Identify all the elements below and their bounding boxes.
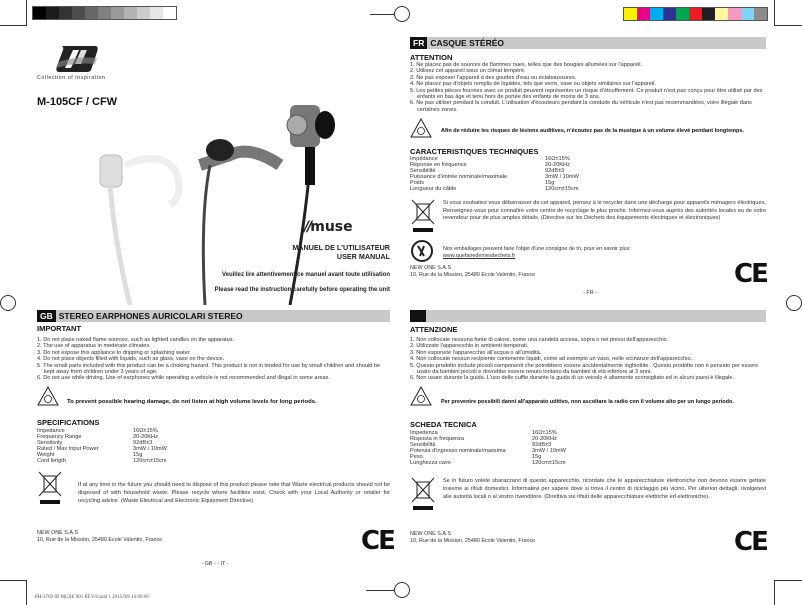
- color-swatch: [163, 7, 176, 19]
- spec-label: Sensibilità: [410, 442, 436, 449]
- registration-mark-icon: [394, 6, 410, 22]
- safety-item: 4. Ne placez pas d'objets remplis de liquides, tels que verre, vase ou objets similaires sur l'appareil.: [410, 81, 656, 88]
- spec-label: Réponse en fréquence: [410, 162, 467, 169]
- it-attention-heading: ATTENZIONE: [410, 325, 458, 334]
- fr-weee-notice: Si vous souhaitez vous débarrasser de cet appareil, pensez à le recycler dans une décharge pour appareils ménagers électriques. Renseignez-vous pour connaître votre centre de recyclage le plus proche. Informez-vous auprès des autorités locales ou de votre revendeur pour de plus amples détails. (Directive sur les Déchets des équipements électriques et électroniques): [443, 200, 766, 222]
- safety-item: 6. Non usare durante la guida. L'uso delle cuffie durante la guida di un veicolo è altamente sconsigliato ed in alcuni paesi è illegale.: [410, 375, 735, 382]
- safety-item: 1. Ne placez pas de sources de flammes nues, telles que des bougies allumées sur l'appareil.: [410, 62, 643, 68]
- it-section-header: [410, 310, 766, 322]
- fr-attention-heading: ATTENTION: [410, 53, 453, 62]
- hearing-warning-icon: [410, 118, 432, 138]
- crop-mark: [370, 14, 394, 15]
- gb-specifications-table: [37, 428, 167, 465]
- ce-mark: CE: [361, 526, 394, 556]
- fr-company-address: 10, Rue de la Mission, 25480 Ecole Valentin, France: [410, 272, 536, 278]
- spec-value: 120cm±15cm: [133, 458, 167, 465]
- color-swatch: [637, 8, 650, 20]
- spec-label: Rated / Max Input Power: [37, 446, 99, 453]
- weee-bin-icon: [410, 198, 436, 234]
- it-language-tag: [410, 310, 426, 322]
- gb-section-title: STEREO EARPHONES AURICOLARI STEREO: [58, 311, 243, 321]
- muse-logo: //muse: [304, 219, 353, 235]
- safety-item: 1. Non collocate nessuna fonte di calore, come una candela accesa, sopra o nei pressi dell'apparecchio.: [410, 337, 669, 343]
- spec-value: 92dB±3: [532, 442, 552, 449]
- safety-item: 6. Do not use while driving. Use of earphones while operating a vehicle is not recommended and illegal in some areas.: [37, 375, 330, 382]
- crop-mark: [366, 590, 394, 591]
- hearing-warning-icon: [410, 386, 432, 406]
- it-specifications-heading: SCHEDA TECNICA: [410, 420, 477, 429]
- crop-mark: [774, 25, 802, 26]
- safety-item: 3. Non esponete l'apparecchio all'acqua o all'umidità.: [410, 349, 542, 356]
- model-number: M-105CF / CFW: [37, 96, 118, 108]
- weee-bin-icon: [410, 476, 436, 512]
- spec-value: 3mW / 10mW: [532, 448, 566, 455]
- fr-page-number: - FR -: [583, 290, 597, 296]
- spec-value: 15g: [532, 454, 542, 461]
- safety-item: 1. Do not place naked flame sources, such as lighted candles on the apparatus.: [37, 337, 235, 343]
- color-swatch: [124, 7, 137, 19]
- triman-recycling-icon: [410, 240, 434, 262]
- spec-label: Peso: [410, 454, 423, 461]
- spec-label: Potenza d'ingresso nominale/massima: [410, 448, 506, 455]
- spec-label: Impedenza: [410, 430, 438, 436]
- crop-mark: [0, 580, 26, 581]
- color-swatch: [624, 8, 637, 20]
- safety-item: 4. Non collocate nessun recipiente contenente liquidi, come ad esempio un vaso, nelle vicinanze dell'apparecchio.: [410, 356, 693, 363]
- spec-label: Longueur du câble: [410, 186, 457, 193]
- crop-mark: [0, 25, 26, 26]
- safety-item: 5. Les petites pièces fournies avec ce produit peuvent représenter un risque d'étouffement. Ce produit n'est pas conçu pour être utilisé par des enfants en bas âge et tenu hors de portée des enfants de moins de 3 ans.: [410, 87, 763, 101]
- spec-value: 15g: [133, 452, 143, 459]
- crop-mark: [26, 580, 27, 605]
- spec-value: 3mW / 10mW: [133, 446, 167, 453]
- spec-value: 92dB±3: [133, 440, 153, 447]
- safety-item: 5. The small parts included with this product can be a choking hazard. This product is not in tended for use by small children and should be kept away from children under 3 years of age.: [37, 362, 381, 376]
- spec-value: 120cm±15cm: [532, 460, 566, 467]
- color-swatch: [689, 8, 702, 20]
- crop-mark: [774, 580, 775, 605]
- gb-hearing-warning: To prevent possible hearing damage, do not listen at high volume levels for long periods.: [67, 399, 317, 405]
- safety-item: 3. Do not expose this appliance to dripping or splashing water.: [37, 349, 191, 356]
- ce-mark: CE: [734, 527, 767, 557]
- it-company-address: 10, Rue de la Mission, 25480 Ecole Valentin, France: [410, 538, 536, 544]
- safety-item: 2. Utilisez cet appareil sous un climat tempéré.: [410, 68, 526, 75]
- safety-item: 4. Do not place objects filled with liquids, such as glass, vase on the device.: [37, 356, 225, 363]
- color-swatch: [72, 7, 85, 19]
- color-bar: [623, 7, 768, 21]
- spec-label: Sensibilité: [410, 168, 436, 175]
- brand-tagline: Collection of inspiration: [37, 75, 106, 81]
- color-swatch: [59, 7, 72, 19]
- spec-label: Impedance: [37, 428, 65, 434]
- spec-label: Frequency Range: [37, 434, 82, 441]
- collection-logo-icon: [55, 44, 100, 74]
- spec-row: [410, 460, 566, 466]
- ce-mark: CE: [734, 259, 767, 289]
- gb-company-address: 10, Rue de la Mission, 25480 Ecole Valentin, France: [37, 537, 163, 543]
- spec-value: 16Ω±15%: [545, 156, 570, 162]
- fr-company-name: NEW ONE S.A.S: [410, 265, 452, 271]
- spec-value: 3mW / 10mW: [545, 174, 579, 181]
- color-swatch: [676, 8, 689, 20]
- color-swatch: [754, 8, 767, 20]
- it-specifications-table: [410, 430, 566, 467]
- spec-label: Puissance d'entrée nominale/maximale: [410, 174, 508, 181]
- crop-mark: [26, 0, 27, 26]
- spec-label: Sensitivity: [37, 440, 63, 447]
- fr-specifications-table: [410, 156, 579, 193]
- fr-language-tag: FR: [410, 37, 427, 49]
- spec-value: 20-20KHz: [532, 436, 557, 443]
- registration-mark-icon: [394, 582, 410, 598]
- registration-mark-icon: [0, 295, 16, 311]
- fr-specifications-heading: CARACTERISTIQUES TECHNIQUES: [410, 147, 539, 156]
- color-swatch: [741, 8, 754, 20]
- spec-value: 15g: [545, 180, 555, 187]
- spec-label: Weight: [37, 452, 55, 459]
- spec-value: 20-20KHz: [133, 434, 158, 441]
- color-swatch: [111, 7, 124, 19]
- spec-label: Cord length: [37, 458, 66, 465]
- gb-safety-list: [37, 337, 390, 382]
- fr-triman-link[interactable]: www.quefairedemesdechets.fr: [443, 253, 516, 259]
- fr-section-header: [410, 37, 766, 49]
- manual-title-fr: MANUEL DE L'UTILISATEUR: [292, 243, 390, 252]
- color-swatch: [137, 7, 150, 19]
- color-swatch: [150, 7, 163, 19]
- gb-section-header: [37, 310, 390, 322]
- registration-mark-icon: [786, 295, 802, 311]
- color-swatch: [728, 8, 741, 20]
- it-safety-list: [410, 337, 766, 382]
- safety-item: 3. Ne pas exposer l'appareil à des gouttes d'eau ou éclaboussures.: [410, 74, 577, 81]
- gb-important-heading: IMPORTANT: [37, 324, 82, 333]
- crop-mark: [774, 0, 775, 26]
- it-company-name: NEW ONE S.A.S: [410, 531, 452, 537]
- fr-hearing-warning: Afin de réduire les risques de lésions auditives, n'écoutez pas de la musique à un volume élevé pendant longtemps.: [441, 128, 744, 134]
- spec-label: Impédance: [410, 156, 438, 162]
- hearing-warning-icon: [37, 386, 59, 406]
- fr-safety-list: [410, 62, 766, 113]
- spec-label: Poids: [410, 180, 424, 187]
- spec-label: Risposta in frequenza: [410, 436, 465, 443]
- gb-language-tag: GB: [37, 310, 56, 322]
- fr-triman-notice: Nos emballages peuvent faire l'objet d'une consigne de tri, pour en savoir plus:: [443, 246, 631, 252]
- color-swatch: [33, 7, 46, 19]
- file-info: PH-3769 IB MUSE 001 REV0.indd 1 2015/9/8 16:00:06: [35, 595, 149, 600]
- crop-mark: [774, 580, 802, 581]
- it-hearing-warning: Per prevenire possibili danni all'apparato uditivo, non ascoltare la radio con il volume alto per un lungo periodo.: [441, 399, 734, 405]
- spec-label: Lunghezza cavo: [410, 460, 451, 467]
- safety-item: 5. Questo prodotto include piccoli componenti che potrebbero essere accidentalmente inghiottite . Questo prodotto non è pensato per essere usato da bambini piccoli e dovrebbe essere tenuto lontano da bambini di età inferiore ai 3 anni.: [410, 362, 759, 376]
- color-swatch: [650, 8, 663, 20]
- fr-section-title: CASQUE STÉRÉO: [430, 38, 505, 48]
- spec-value: 20-20KHz: [545, 162, 570, 169]
- manual-title-en: USER MANUAL: [336, 252, 390, 261]
- color-swatch: [46, 7, 59, 19]
- gb-page-number: - GB - - IT -: [201, 561, 229, 567]
- safety-item: 2. The use of apparatus in moderate climates.: [37, 343, 151, 350]
- spec-value: 120cm±15cm: [545, 186, 579, 193]
- spec-row: [410, 186, 579, 192]
- gb-company-name: NEW ONE S.A.S: [37, 530, 79, 536]
- color-swatch: [715, 8, 728, 20]
- gb-weee-notice: If at any time in the future you should need to dispose of this product please note that Waste electrical products should not be disposed of with household waste. Please recycle where facilities exist. Check with your Local Authority or retailer for recycling advice. (Waste Electrical and Electronic Equipment Directive): [78, 482, 390, 504]
- read-instructions-en: Please read the instruction carefully before operating the unit: [214, 287, 390, 293]
- color-swatch: [702, 8, 715, 20]
- color-swatch: [663, 8, 676, 20]
- weee-bin-icon: [37, 470, 63, 506]
- spec-value: 16Ω±15%: [133, 428, 158, 434]
- spec-row: [37, 458, 167, 464]
- color-swatch: [98, 7, 111, 19]
- color-swatch: [85, 7, 98, 19]
- gb-specifications-heading: SPECIFICATIONS: [37, 418, 100, 427]
- it-weee-notice: Se in futuro volete sbarazzarvi di questo apparecchio, ricordate che le apparecchiature elettroniche non devono essere gettate insieme ai rifiuti domestici. Informatevi per sapere dove si trova il centro di riciclaggio più vicino. Per ulteriori dettagli, rivolgetevi alle autorità locali o al vostro rivenditore. (Direttiva sui rifiuti delle apparecchiature elettriche ed elettroniche).: [443, 478, 766, 500]
- grayscale-bar: [32, 6, 177, 20]
- safety-item: 6. Ne pas utiliser pendant la conduit. L'utilisation d'écouteurs pendant la conduite du véhicule n'est pas recommandées, voire illégale dans certaines zones.: [410, 100, 752, 113]
- safety-item: 2. Utilizzate l'apparecchio in ambienti temperati.: [410, 343, 529, 350]
- spec-value: 92dB±3: [545, 168, 565, 175]
- brand-name: muse: [310, 219, 353, 235]
- spec-value: 16Ω±15%: [532, 430, 557, 436]
- read-instructions-fr: Veuillez lire attentivement ce manuel avant toute utilisation: [221, 272, 390, 278]
